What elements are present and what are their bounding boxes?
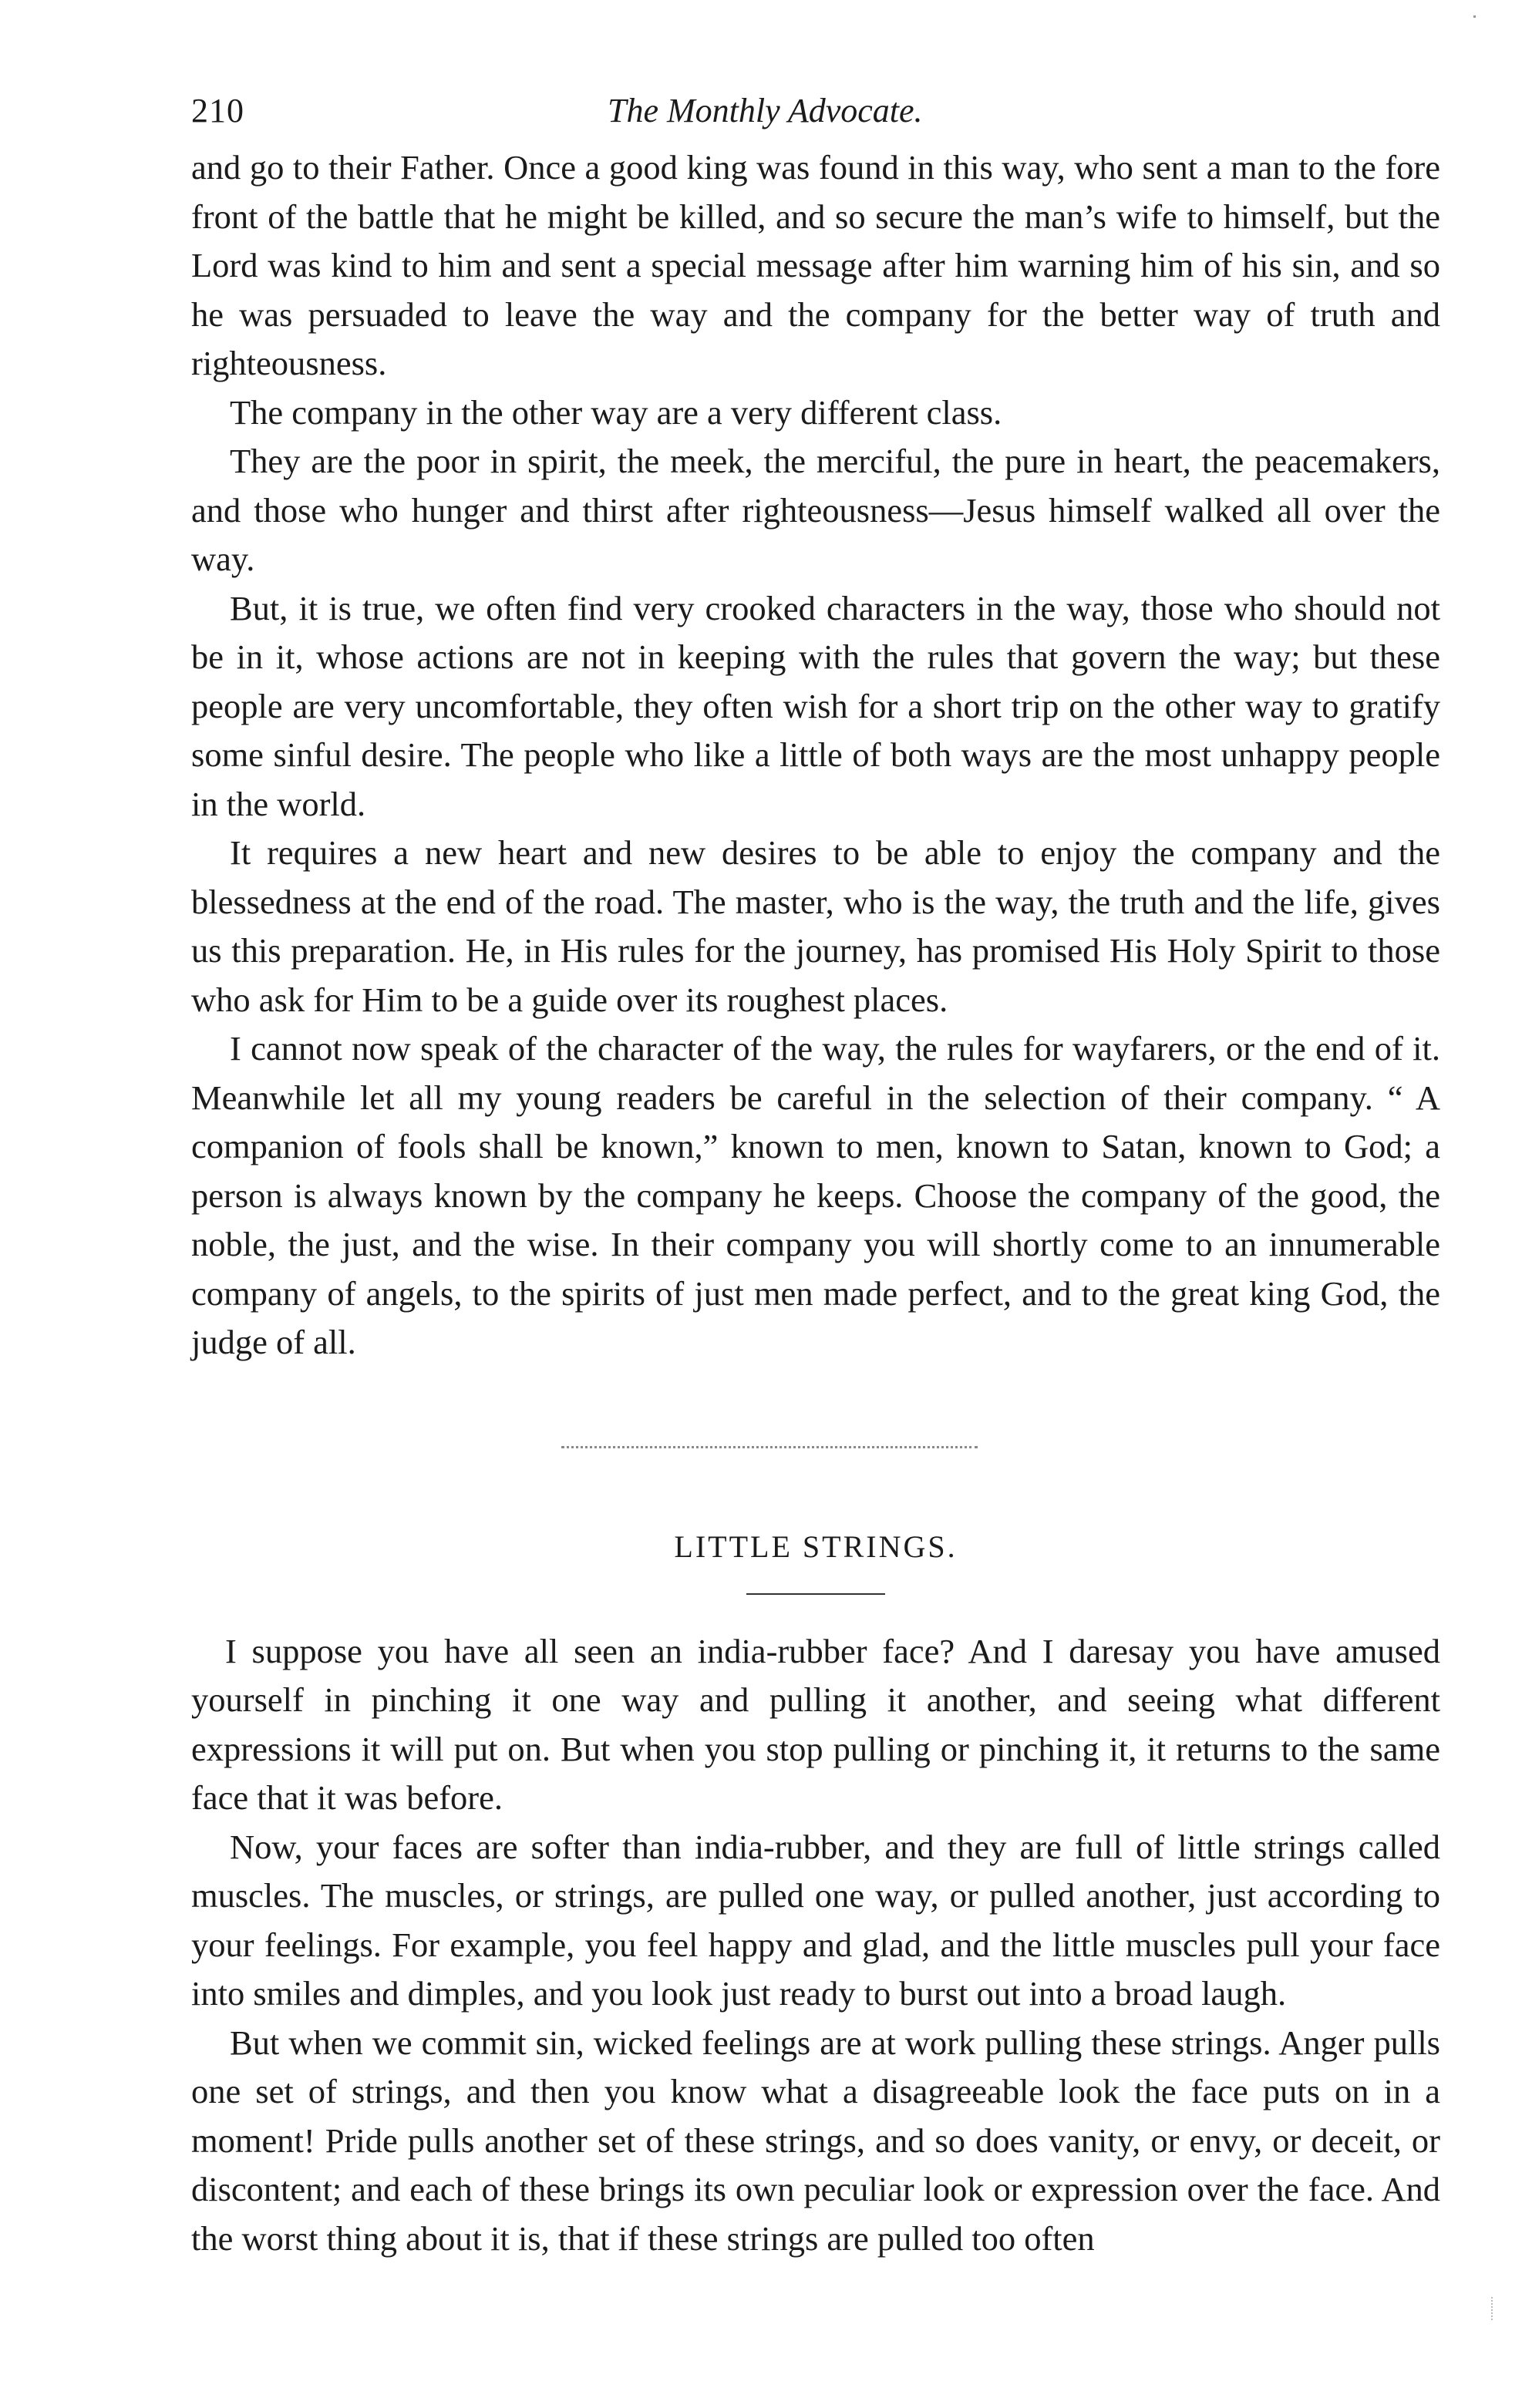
- paragraph: It requires a new heart and new desires to be able to enjoy the company and the blessedness at the end of the road. The master, who is the way, the truth and the life, gives us this preparation. He, in His rules for the journey, has promised His Holy Spirit to those who ask for Him to be a guide over its roughest places.: [191, 833, 1440, 1019]
- paragraph: But when we commit sin, wicked feelings are at work pulling these strings. Anger pulls one set of strings, and then you know what a disagreeable look the face puts on in a moment! Pride pulls another set of these strings, and so does vanity, or envy, or deceit, or discontent; and each of these brings its own peculiar look or expression over the face. And the worst thing about it is, that if these strings are pulled too often: [191, 2023, 1440, 2258]
- section-divider: [561, 1446, 978, 1448]
- section-title: LITTLE STRINGS.: [674, 1529, 958, 1564]
- print-speck: [1473, 15, 1476, 18]
- paragraph: I cannot now speak of the character of the way, the rules for wayfarers, or the end of it. Meanwhile let all my young readers be careful in the selection of their company. “ A companion of fools shall be known,” known to men, known to Satan, known to God; a person is always known by the company he keeps. Choose the company of the good, the noble, the just, and the wise. In their company you will shortly come to an innumerable company of angels, to the spirits of just men made perfect, and to the great king God, the judge of all.: [191, 1029, 1440, 1361]
- little-strings-article: [191, 1627, 1440, 2264]
- paragraph: The company in the other way are a very different class.: [230, 392, 1002, 432]
- paragraph: Now, your faces are softer than india-rubber, and they are full of little strings called muscles. The muscles, or strings, are pulled one way, or pulled another, just according to your feelings. For example, you feel happy and glad, and the little muscles pull your face into smiles and dimples, and you look just ready to burst out into a broad laugh.: [191, 1827, 1440, 2013]
- paragraph: They are the poor in spirit, the meek, the merciful, the pure in heart, the peacemakers, and those who hunger and thirst after righteousness—Jesus himself walked all over the way.: [191, 442, 1440, 578]
- running-title: The Monthly Advocate.: [608, 92, 923, 129]
- margin-mark: [1491, 2297, 1499, 2320]
- paragraph: I suppose you have all seen an india-rubber face? And I daresay you have amused yourself in pinching it one way and pulling it another, and seeing what different expressions it will put on. But when you stop pulling or pinching it, it returns to the same face that it was before.: [191, 1631, 1440, 1817]
- continued-article: [191, 143, 1440, 1367]
- page-number: 210: [191, 92, 244, 129]
- paragraph: But, it is true, we often find very crooked characters in the way, those who should not be in it, whose actions are not in keeping with the rules that govern the way; but these people are very uncomfortable, they often wish for a short trip on the other way to gratify some sinful desire. The people who like a little of both ways are the most unhappy people in the world.: [191, 588, 1440, 823]
- paragraph: and go to their Father. Once a good king was found in this way, who sent a man to the fore front of the battle that he might be killed, and so secure the man’s wife to himself, but the Lord was kind to him and sent a special message after him warning him of his sin, and so he was persuaded to leave the way and the company for the better way of truth and righteousness.: [191, 148, 1440, 382]
- document-page: [191, 85, 1440, 2263]
- page-header: [191, 85, 1440, 143]
- title-rule: [746, 1593, 885, 1595]
